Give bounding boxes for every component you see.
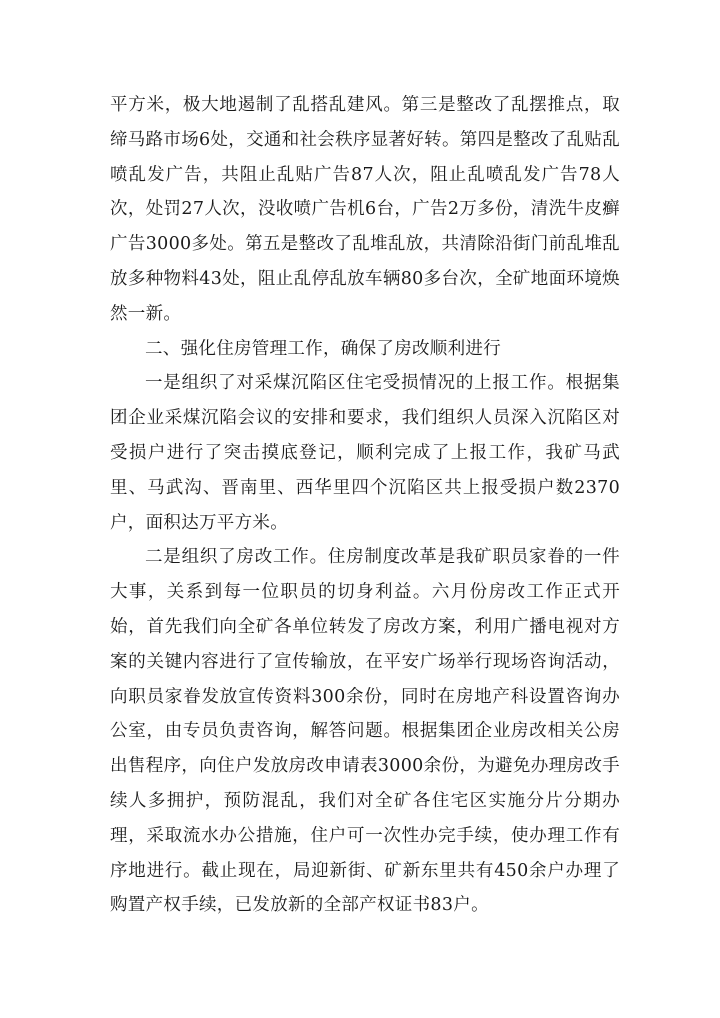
section-heading: 二、强化住房管理工作，确保了房改顺利进行	[145, 338, 501, 359]
body-text	[110, 88, 620, 923]
paragraph-item-one: 一是组织了对采煤沉陷区住宅受损情况的上报工作。根据集团企业采煤沉陷会议的安排和要求，我们组织人员深入沉陷区对受损户进行了突击摸底登记，顺利完成了上报工作，我矿马武里、马武沟、晋南里、西华里四个沉陷区共上报受损户数2370户，面积达万平方米。	[110, 373, 620, 533]
paragraph-item-two: 二是组织了房改工作。住房制度改革是我矿职员家眷的一件大事，关系到每一位职员的切身利益。六月份房改工作正式开始，首先我们向全矿各单位转发了房改方案，利用广播电视对方案的关键内容进行了宣传输放，在平安广场举行现场咨询活动，向职员家眷发放宣传资料300余份，同时在房地产科设置咨询办公室，由专员负责咨询，解答问题。根据集团企业房改相关公房出售程序，向住户发放房改申请表3000余份，为避免办理房改手续人多拥护，预防混乱，我们对全矿各住宅区实施分片分期办理，采取流水办公措施，住户可一次性办完手续，使办理工作有序地进行。截止现在，局迎新街、矿新东里共有450余户办理了购置产权手续，已发放新的全部产权证书83户。	[110, 547, 620, 916]
paragraph-continuation: 平方米，极大地遏制了乱搭乱建风。第三是整改了乱摆推点，取缔马路市场6处，交通和社会秩序显著好转。第四是整改了乱贴乱喷乱发广告，共阻止乱贴广告87人次，阻止乱喷乱发广告78人次，处罚27人次，没收喷广告机6台，广告2万多份，清洗牛皮癣广告3000多处。第五是整改了乱堆乱放，共清除沿街门前乱堆乱放多种物料43处，阻止乱停乱放车辆80多台次，全矿地面环境焕然一新。	[110, 95, 620, 324]
